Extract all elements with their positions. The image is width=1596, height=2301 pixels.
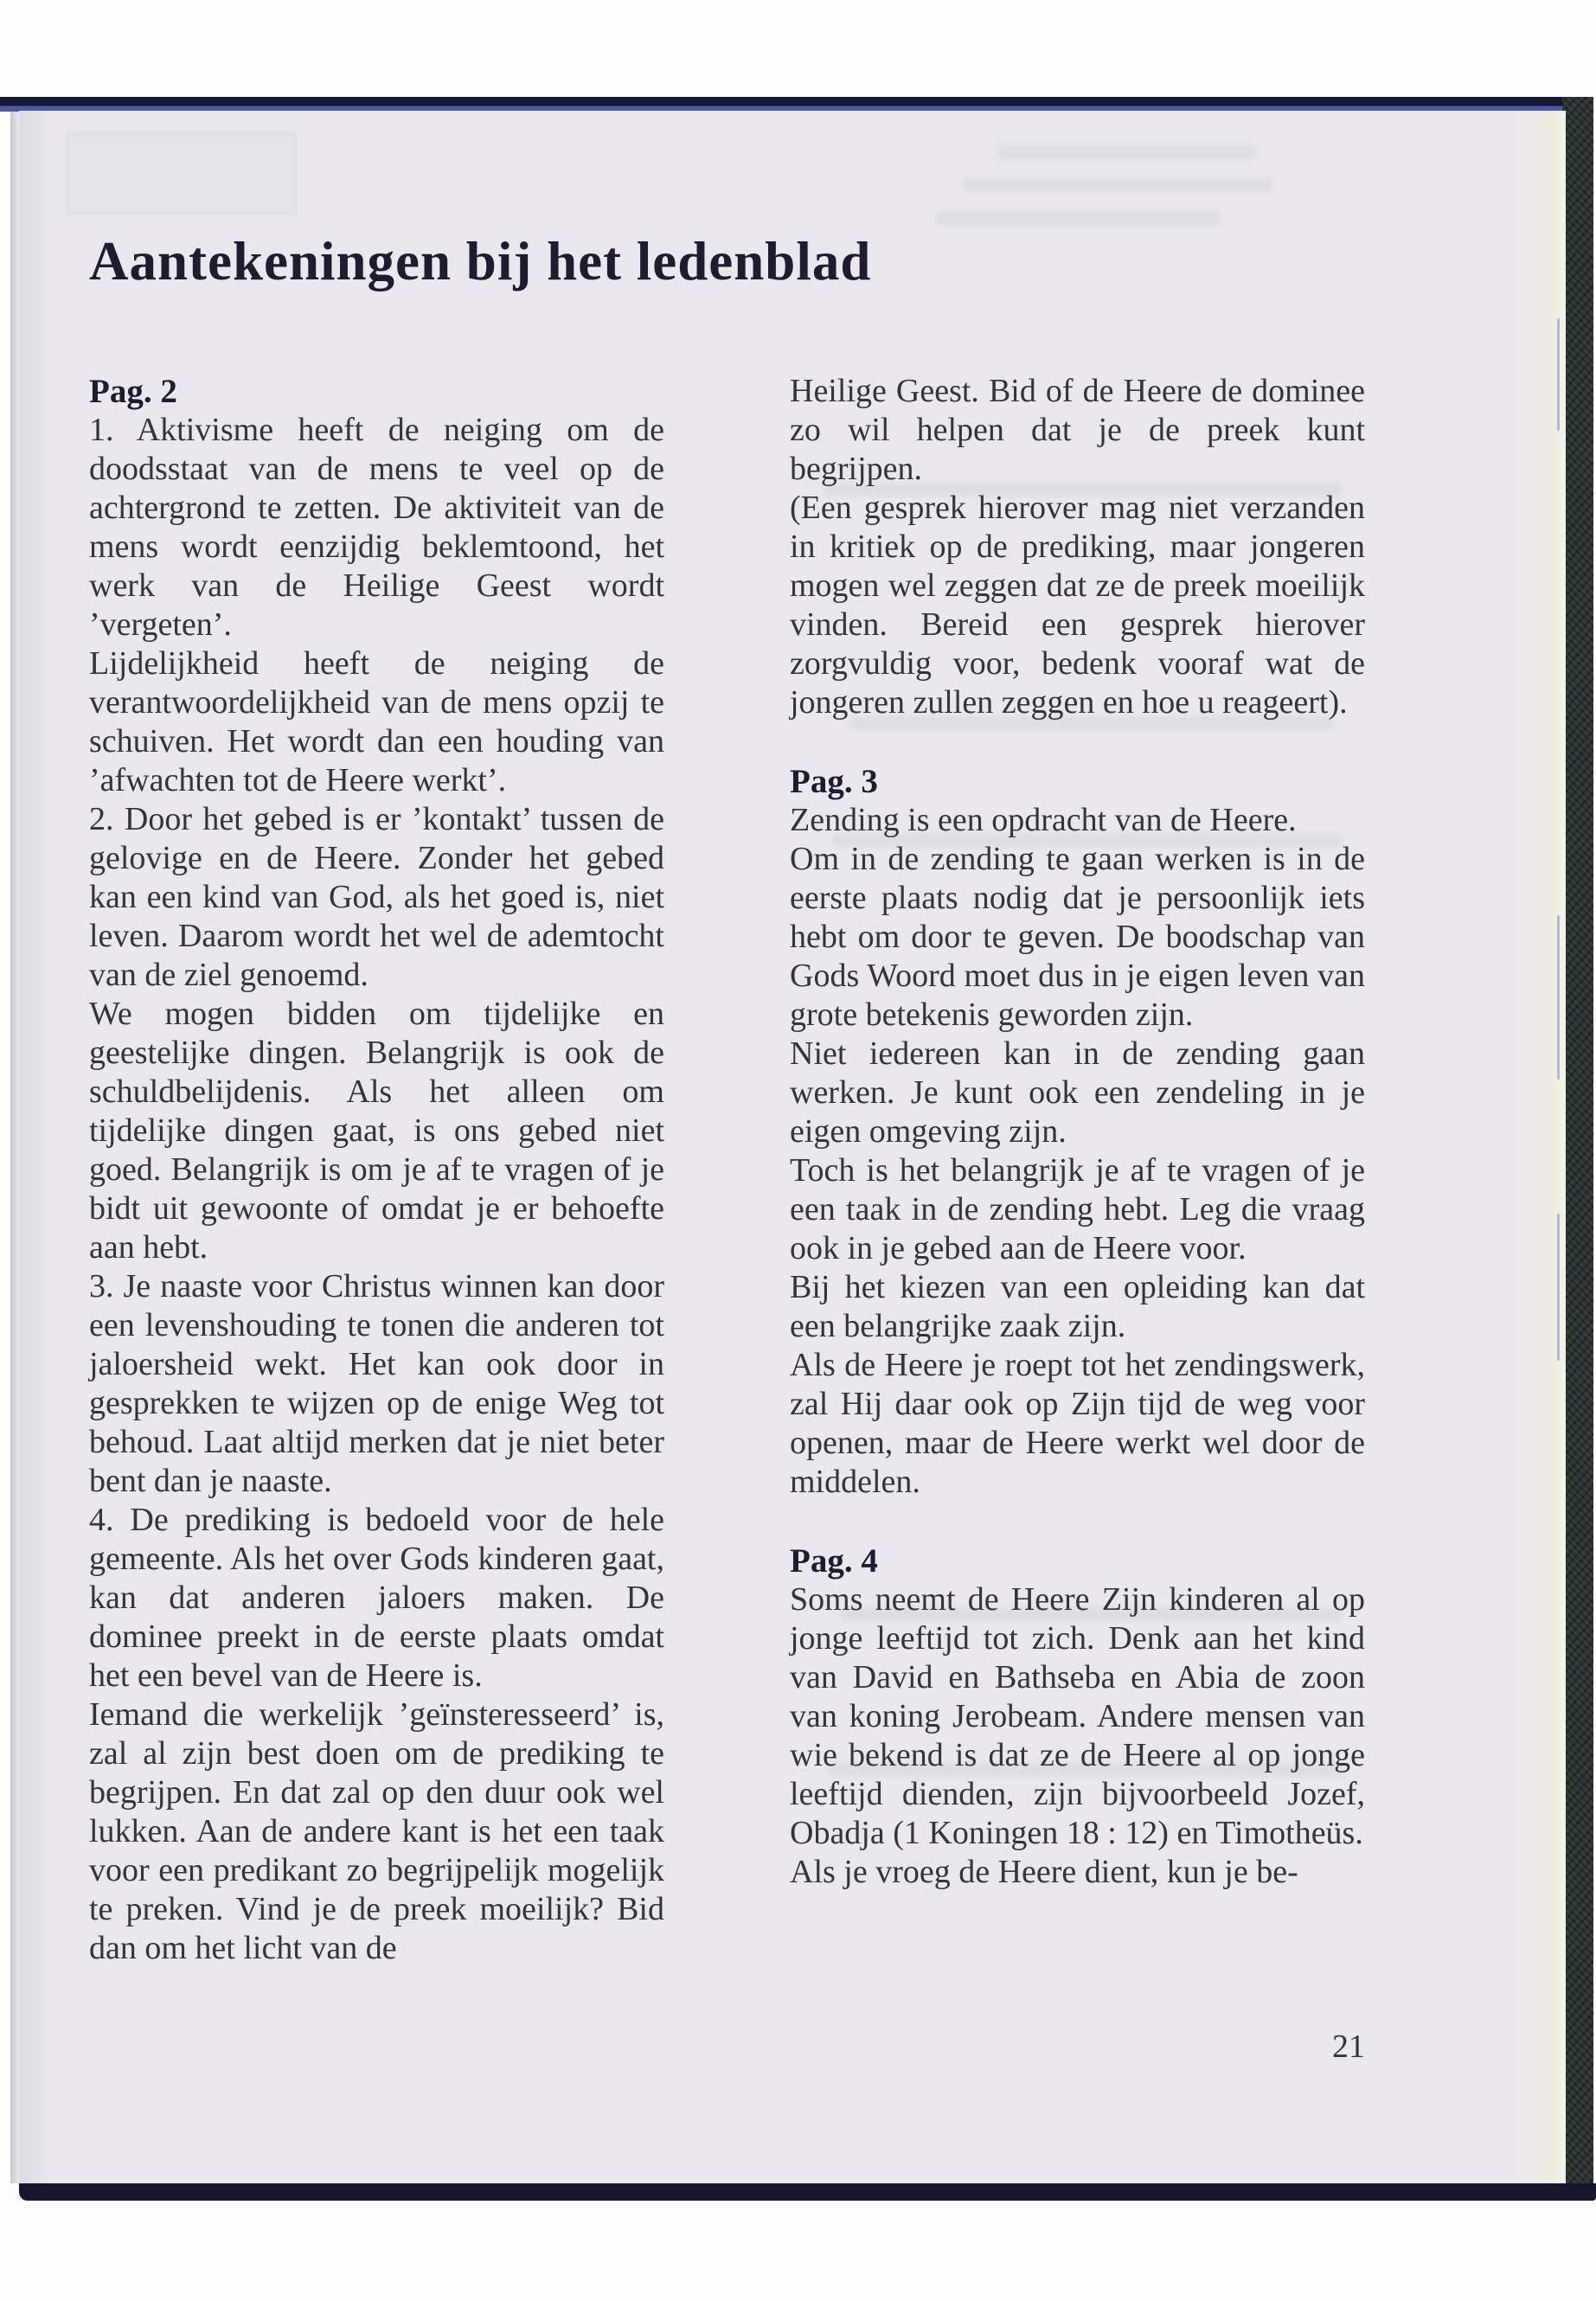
paragraph: We mogen bidden om tijdelijke en geestelijke dingen. Belangrijk is ook de schuldbelijdenis. Als het alleen om tijdelijke dingen gaat, is ons gebed niet goed. Belangrijk is om je af te vragen of je bidt uit gewoonte of omdat je er behoefte aan hebt. [89, 996, 664, 1266]
page-edge-line [1557, 1214, 1560, 1361]
paragraph: 1. Aktivisme heeft de neiging om de doodsstaat van de mens te veel op de achtergrond te zetten. De aktiviteit van de mens wordt eenzijdig beklemtoond, het werk van de Heilige Geest wordt ’vergeten’. [89, 412, 664, 643]
page-edge-line [1557, 915, 1560, 1080]
paragraph: Iemand die werkelijk ’geïnsteresseerd’ is, zal al zijn best doen om de prediking te begrijpen. En dat zal op den duur ook wel lukken. Aan de andere kant is het een taak voor een predikant zo begrijpelijk mogelijk te preken. Vind je de preek moeilijk? Bid dan om het licht van de [89, 1696, 664, 1966]
paragraph: Niet iedereen kan in de zending gaan werken. Je kunt ook een zendeling in je eigen omgeving zijn. [790, 1035, 1365, 1150]
book-cover-right-edge [1562, 97, 1593, 2201]
page-number: 21 [1332, 2029, 1365, 2065]
scanned-paper-page [19, 111, 1566, 2183]
underlying-page-edges [1547, 111, 1566, 2183]
bleed-through-artifact [936, 211, 1221, 225]
paragraph: Als je vroeg de Heere dient, kun je be- [790, 1854, 1298, 1890]
paragraph: Heilige Geest. Bid of de Heere de dominee zo wil helpen dat je de preek kunt begrijpen. [790, 373, 1365, 487]
paragraph: Zending is een opdracht van de Heere. [790, 802, 1297, 838]
paragraph: Bij het kiezen van een opleiding kan dat een belangrijke zaak zijn. [790, 1269, 1365, 1344]
section-heading-pag-4: Pag. 4 [790, 1542, 878, 1580]
book-cover-top-edge [0, 97, 1562, 112]
paragraph: 3. Je naaste voor Christus winnen kan door een levenshouding te tonen die anderen tot jaloersheid wekt. Het kan ook door in gesprekken te wijzen op de enige Weg tot behoud. Laat altijd merken dat je niet beter bent dan je naaste. [89, 1268, 664, 1499]
bleed-through-artifact [962, 178, 1273, 192]
section-heading-pag-3: Pag. 3 [790, 763, 878, 800]
paragraph: 4. De prediking is bedoeld voor de hele gemeente. Als het over Gods kinderen gaat, kan dat anderen jaloers maken. De dominee preekt in de eerste plaats omdat het een bevel van de Heere is. [89, 1502, 664, 1694]
book-cover-bottom-edge [19, 2183, 1596, 2201]
page-edge-line [1557, 318, 1560, 431]
bleed-through-artifact [997, 145, 1256, 159]
paragraph: Soms neemt de Heere Zijn kinderen al op jonge leeftijd tot zich. Denk aan het kind van David en Bathseba en Abia de zoon van koning Jerobeam. Andere mensen van wie bekend is dat ze de Heere al op jonge leeftijd dienden, zijn bijvoorbeeld Jozef, Obadja (1 Koningen 18 : 12) en Timotheüs. [790, 1581, 1365, 1851]
bleed-through-artifact [67, 132, 296, 215]
left-column [89, 372, 664, 1968]
paragraph: Lijdelijkheid heeft de neiging de verantwoordelijkheid van de mens opzij te schuiven. Het wordt dan een houding van ’afwachten tot de Heere werkt’. [89, 645, 664, 798]
page-left-edge-shadow [10, 109, 19, 2183]
right-column [790, 372, 1365, 1968]
paragraph: Als de Heere je roept tot het zendingswerk, zal Hij daar ook op Zijn tijd de weg voor openen, maar de Heere werkt wel door de middelen. [790, 1347, 1365, 1500]
paragraph: Toch is het belangrijk je af te vragen of je een taak in de zending hebt. Leg die vraag ook in je gebed aan de Heere voor. [790, 1152, 1365, 1266]
paragraph: 2. Door het gebed is er ’kontakt’ tussen de gelovige en de Heere. Zonder het gebed kan een kind van God, als het goed is, niet leven. Daarom wordt het wel de ademtocht van de ziel genoemd. [89, 801, 664, 993]
section-heading-pag-2: Pag. 2 [89, 373, 177, 410]
page-title: Aantekeningen bij het ledenblad [89, 231, 872, 292]
two-column-text [89, 372, 1444, 1968]
paragraph: Om in de zending te gaan werken is in de eerste plaats nodig dat je persoonlijk iets hebt om door te geven. De boodschap van Gods Woord moet dus in je eigen leven van grote betekenis geworden zijn. [790, 841, 1365, 1033]
paragraph: (Een gesprek hierover mag niet verzanden in kritiek op de prediking, maar jongeren mogen wel zeggen dat ze de preek moeilijk vinden. Bereid een gesprek hierover zorgvuldig voor, bedenk vooraf wat de jongeren zullen zeggen en hoe u reageert). [790, 490, 1365, 721]
